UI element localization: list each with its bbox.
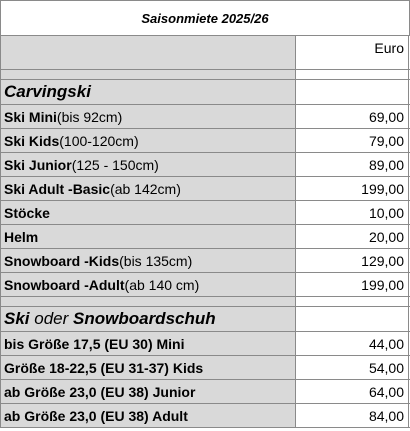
item-name: bis Größe 17,5 (EU 30) Mini <box>1 332 296 355</box>
item-detail: (100-120cm) <box>59 132 139 149</box>
item-price: 20,00 <box>296 225 409 248</box>
item-price: 69,00 <box>296 105 409 128</box>
table-row <box>1 273 410 297</box>
table-row <box>1 404 410 428</box>
section-heading-boots <box>1 307 410 332</box>
item-price: 84,00 <box>296 404 409 427</box>
item-detail: (bis 92cm) <box>56 108 123 125</box>
item-name: Ski Junior <box>4 156 72 173</box>
item-price: 10,00 <box>296 201 409 224</box>
spacer-row <box>1 297 410 307</box>
item-price: 129,00 <box>296 249 409 272</box>
item-price: 64,00 <box>296 380 409 403</box>
section-heading-carvingski <box>1 80 410 105</box>
item-price: 199,00 <box>296 273 409 296</box>
header-row <box>1 36 410 70</box>
table-row <box>1 356 410 380</box>
item-name: Snowboard -Adult <box>4 276 125 293</box>
item-name: ab Größe 23,0 (EU 38) Junior <box>1 380 296 403</box>
spacer-row <box>1 70 410 80</box>
item-price: 199,00 <box>296 177 409 200</box>
table-row <box>1 380 410 404</box>
item-detail: (125 - 150cm) <box>71 156 159 173</box>
table-row <box>1 105 410 129</box>
item-price: 54,00 <box>296 356 409 379</box>
item-name: Größe 18-22,5 (EU 31-37) Kids <box>1 356 296 379</box>
item-price: 79,00 <box>296 129 409 152</box>
currency-header: Euro <box>296 36 409 69</box>
section-heading-label: Carvingski <box>1 80 296 104</box>
item-name: Snowboard -Kids <box>4 252 120 269</box>
item-detail: (bis 135cm) <box>119 252 193 269</box>
item-price: 89,00 <box>296 153 409 176</box>
table-row <box>1 332 410 356</box>
table-title: Saisonmiete 2025/26 <box>1 1 410 36</box>
item-name: ab Größe 23,0 (EU 38) Adult <box>1 404 296 427</box>
table-row <box>1 201 410 225</box>
section-heading-label: Ski oder Snowboardschuh <box>1 307 296 331</box>
table-row <box>1 177 410 201</box>
item-detail: (ab 140 cm) <box>124 276 200 293</box>
item-name: Ski Adult -Basic <box>4 180 111 197</box>
table-row <box>1 249 410 273</box>
item-price: 44,00 <box>296 332 409 355</box>
item-detail: (ab 142cm) <box>110 180 181 197</box>
item-name: Helm <box>4 228 39 245</box>
item-name: Ski Mini <box>4 108 57 125</box>
item-name: Stöcke <box>4 204 50 221</box>
table-row <box>1 225 410 249</box>
header-label-cell <box>1 36 296 69</box>
table-row <box>1 129 410 153</box>
table-row <box>1 153 410 177</box>
item-name: Ski Kids <box>4 132 60 149</box>
